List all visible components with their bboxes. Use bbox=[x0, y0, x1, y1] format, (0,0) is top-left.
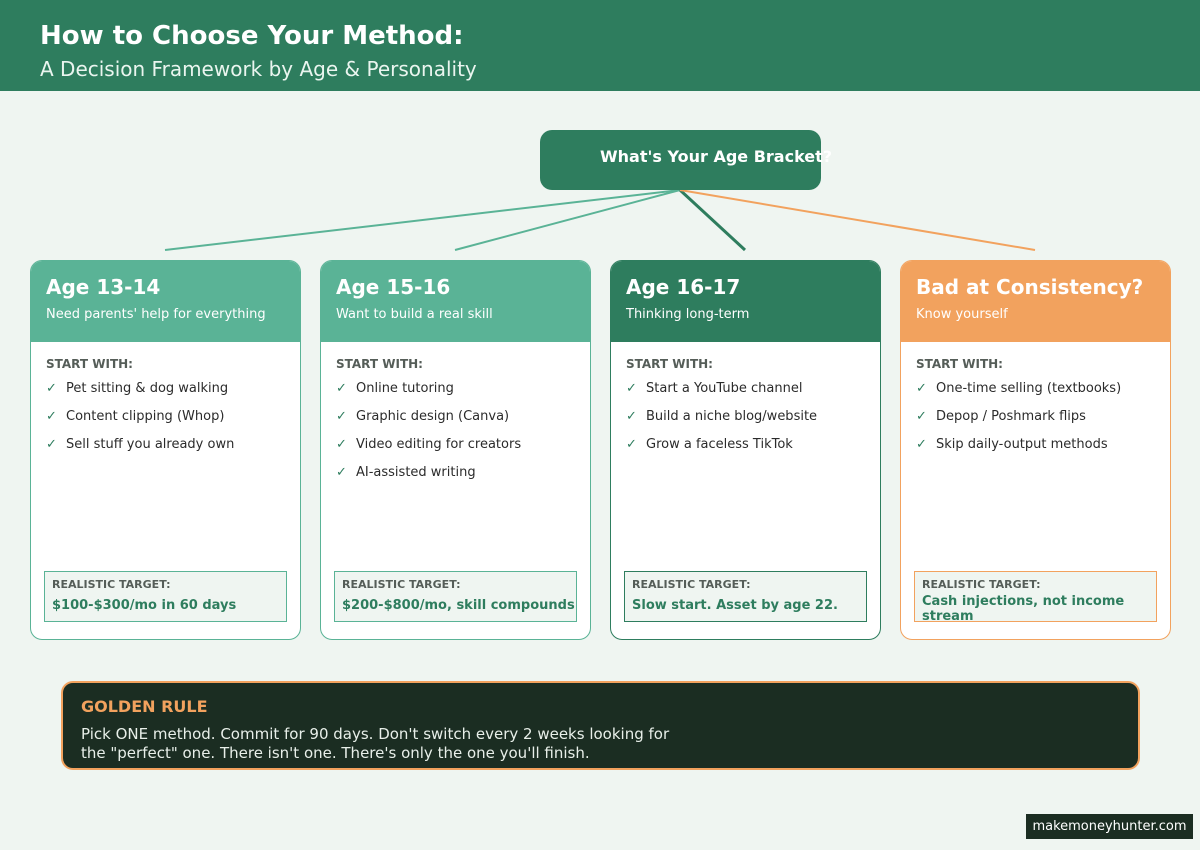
card-header bbox=[31, 261, 300, 342]
method-list bbox=[46, 381, 234, 465]
check-icon: ✓ bbox=[916, 409, 927, 424]
card-age-15-16 bbox=[320, 260, 591, 640]
method-list bbox=[336, 381, 521, 493]
method-list bbox=[916, 381, 1121, 465]
check-icon: ✓ bbox=[626, 409, 637, 424]
start-with-label: START WITH: bbox=[916, 357, 1003, 371]
target-value: $100-$300/mo in 60 days bbox=[52, 598, 237, 613]
target-box bbox=[624, 571, 867, 622]
card-title: Age 13-14 bbox=[46, 275, 161, 299]
check-icon: ✓ bbox=[336, 381, 347, 396]
list-item: ✓ Pet sitting & dog walking bbox=[46, 381, 229, 396]
check-icon: ✓ bbox=[46, 409, 57, 424]
card-header bbox=[611, 261, 880, 342]
connector-line-2 bbox=[455, 190, 680, 250]
check-icon: ✓ bbox=[916, 437, 927, 452]
list-item: ✓ Grow a faceless TikTok bbox=[626, 437, 793, 452]
target-value: Slow start. Asset by age 22. bbox=[632, 598, 838, 613]
card-header bbox=[321, 261, 590, 342]
card-header bbox=[901, 261, 1170, 342]
target-box bbox=[334, 571, 577, 622]
card-subtitle: Need parents' help for everything bbox=[46, 307, 266, 322]
list-item: ✓ AI-assisted writing bbox=[336, 465, 476, 480]
card-age-13-14 bbox=[30, 260, 301, 640]
card-bad-at-consistency bbox=[900, 260, 1171, 640]
target-value: $200-$800/mo, skill compounds bbox=[342, 598, 575, 613]
target-label: REALISTIC TARGET: bbox=[52, 578, 171, 591]
card-title: Age 15-16 bbox=[336, 275, 451, 299]
start-with-label: START WITH: bbox=[336, 357, 423, 371]
list-item: ✓ Depop / Poshmark flips bbox=[916, 409, 1086, 424]
age-bracket-node bbox=[540, 130, 833, 190]
page-subtitle: A Decision Framework by Age & Personality bbox=[40, 57, 477, 81]
target-box bbox=[914, 571, 1157, 622]
start-with-label: START WITH: bbox=[626, 357, 713, 371]
method-list bbox=[626, 381, 817, 465]
check-icon: ✓ bbox=[46, 381, 57, 396]
target-label: REALISTIC TARGET: bbox=[922, 578, 1041, 591]
check-icon: ✓ bbox=[336, 465, 347, 480]
target-label: REALISTIC TARGET: bbox=[632, 578, 751, 591]
card-subtitle: Thinking long-term bbox=[626, 307, 750, 322]
list-item: ✓ Start a YouTube channel bbox=[626, 381, 803, 396]
check-icon: ✓ bbox=[626, 437, 637, 452]
card-age-16-17 bbox=[610, 260, 881, 640]
list-item: ✓ Content clipping (Whop) bbox=[46, 409, 225, 424]
target-box bbox=[44, 571, 287, 622]
target-value: Cash injections, not income stream bbox=[922, 594, 1125, 624]
start-with-label: START WITH: bbox=[46, 357, 133, 371]
check-icon: ✓ bbox=[46, 437, 57, 452]
golden-rule-box bbox=[61, 681, 1140, 770]
golden-rule-text: Pick ONE method. Commit for 90 days. Don't switch every 2 weeks looking for the "perfect" one. There isn't one. There's only the one you'll finish. bbox=[81, 725, 670, 762]
list-item: ✓ Skip daily-output methods bbox=[916, 437, 1108, 452]
page-title: How to Choose Your Method: bbox=[40, 21, 464, 51]
list-item: ✓ One-time selling (textbooks) bbox=[916, 381, 1122, 396]
connector-line-1 bbox=[165, 190, 680, 250]
card-subtitle: Know yourself bbox=[916, 307, 1008, 322]
list-item: ✓ Sell stuff you already own bbox=[46, 437, 235, 452]
watermark: makemoneyhunter.com bbox=[1026, 814, 1193, 839]
card-title: Age 16-17 bbox=[626, 275, 741, 299]
golden-rule-title: GOLDEN RULE bbox=[81, 697, 208, 716]
check-icon: ✓ bbox=[916, 381, 927, 396]
list-item: ✓ Graphic design (Canva) bbox=[336, 409, 510, 424]
list-item: ✓ Online tutoring bbox=[336, 381, 454, 396]
age-bracket-label: What's Your Age Bracket? bbox=[600, 147, 833, 166]
check-icon: ✓ bbox=[336, 437, 347, 452]
card-title: Bad at Consistency? bbox=[916, 275, 1144, 299]
list-item: ✓ Video editing for creators bbox=[336, 437, 522, 452]
check-icon: ✓ bbox=[336, 409, 347, 424]
check-icon: ✓ bbox=[626, 381, 637, 396]
target-label: REALISTIC TARGET: bbox=[342, 578, 461, 591]
list-item: ✓ Build a niche blog/website bbox=[626, 409, 818, 424]
card-subtitle: Want to build a real skill bbox=[336, 307, 493, 322]
